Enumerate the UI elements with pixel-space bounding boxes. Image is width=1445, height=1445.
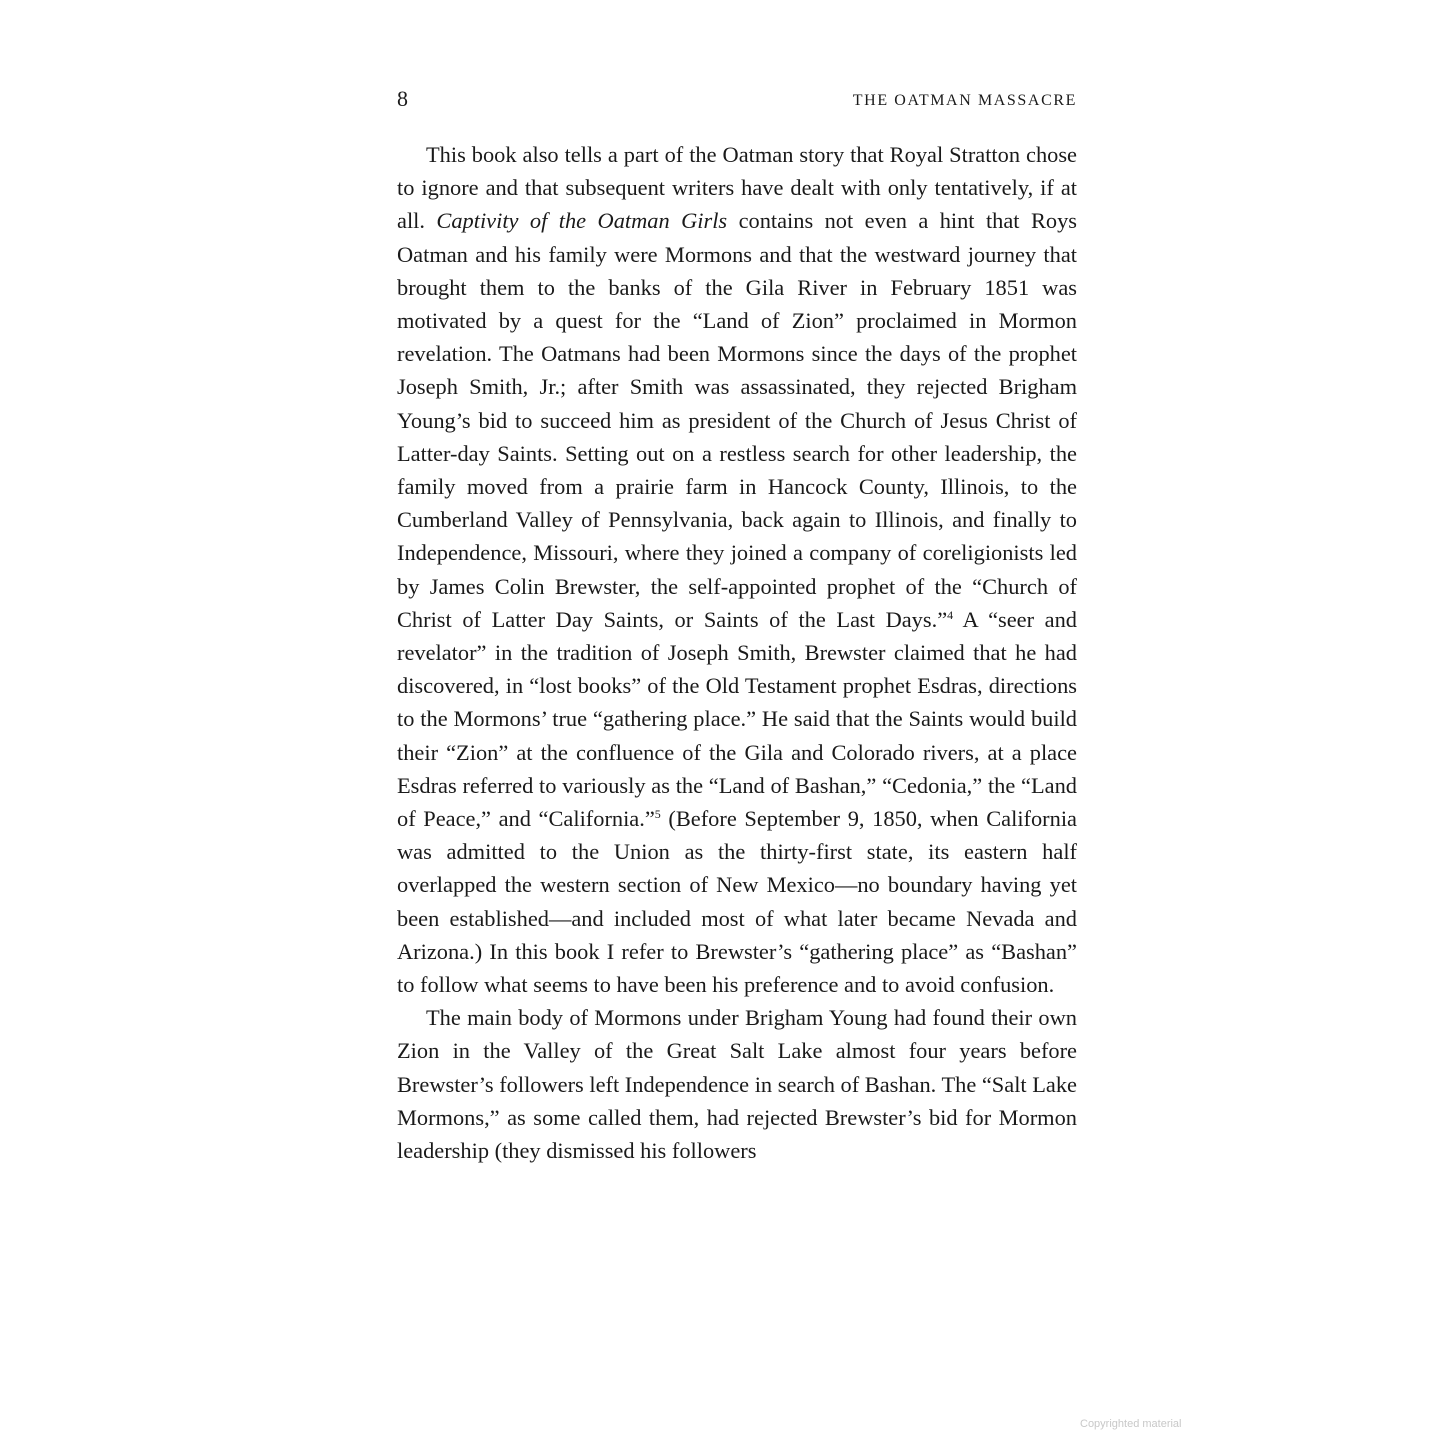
paragraph-1 (397, 138, 1077, 1001)
paragraph-1-part-a: This book also tells a part of the Oatman story that Royal Stratton chose to ignore and that subsequent writers have dealt with only tentatively, if at all. (397, 142, 1077, 234)
book-title-italic: Captivity of the Oatman Girls (436, 208, 728, 234)
paragraph-2: The main body of Mormons under Brigham Young had found their own Zion in the Valley of the Great Salt Lake almost four years before Brewster’s followers left Independence in search of Bashan. The “Salt Lake Mormons,” as some called them, had rejected Brewster’s bid for Mormon leadership (they dismissed his followers (397, 1005, 1077, 1164)
book-page (397, 84, 1077, 1167)
paragraph-1-part-c: A “seer and revelator” in the tradition of Joseph Smith, Brewster claimed that he had discovered, in “lost books” of the Old Testament prophet Esdras, directions to the Mormons’ true “gathering place.” He said that the Saints would build their “Zion” at the confluence of the Gila and Colorado rivers, at a place Esdras referred to variously as the “Land of Bashan,” “Cedonia,” the “Land of Peace,” and “California.” (397, 606, 1077, 832)
copyright-watermark: Copyrighted material (1080, 1418, 1182, 1430)
paragraph-1-part-b: contains not even a hint that Roys Oatman and his family were Mormons and that the westward journey that brought them to the banks of the Gila River in February 1851 was motivated by a quest for the “Land of Zion” proclaimed in Mormon revelation. The Oatmans had been Mormons since the days of the prophet Joseph Smith, Jr.; after Smith was assassinated, they rejected Brigham Young’s bid to succeed him as president of the Church of Jesus Christ of Latter-day Saints. Setting out on a restless search for other leadership, the family moved from a prairie farm in Hancock County, Illinois, to the Cumberland Valley of Pennsylvania, back again to Illinois, and finally to Independence, Missouri, where they joined a company of coreligionists led by James Colin Brewster, the self-appointed prophet of the “Church of Christ of Latter Day Saints, or Saints of the Last Days.” (397, 208, 1077, 632)
footnote-ref-4[interactable]: 4 (947, 607, 954, 622)
paragraph-1-part-d: (Before September 9, 1850, when California was admitted to the Union as the thirty-first state, its eastern half overlapped the western section of New Mexico—no boundary having yet been established—and included most of what later became Nevada and Arizona.) In this book I refer to Brewster’s “gathering place” as “Bashan” to follow what seems to have been his preference and to avoid confusion. (397, 806, 1077, 998)
footnote-ref-5[interactable]: 5 (654, 807, 661, 822)
body-text (397, 138, 1077, 1167)
book-title: THE OATMAN MASSACRE (852, 92, 1077, 109)
page-number: 8 (397, 86, 408, 111)
running-head (397, 84, 1077, 120)
